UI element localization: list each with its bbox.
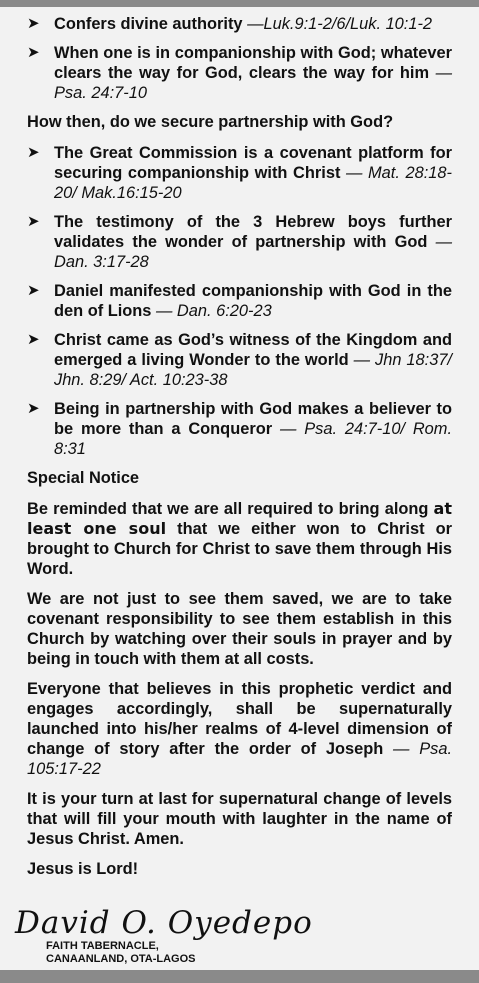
signature-name: David O. Oyedepo bbox=[15, 905, 313, 941]
scripture-reference: — Mat. 28:18-20/ Mak.16:15-20 bbox=[54, 164, 452, 202]
emphasis-text: at least one soul bbox=[27, 499, 452, 538]
bullet-text: When one is in companionship with God; whatever clears the way for God, clears the way for him — Psa. 24:7-10 bbox=[54, 44, 452, 102]
bullet-text: Christ came as God’s witness of the Kingdom and emerged a living Wonder to the world — Jhn 18:37/ Jhn. 8:29/ Act. 10:23-38 bbox=[54, 331, 452, 389]
bullet-item-1 bbox=[27, 14, 452, 34]
signature-organization: FAITH TABERNACLE, CANAANLAND, OTA-LAGOS bbox=[46, 940, 196, 965]
bullet-item-7 bbox=[27, 399, 452, 459]
reminder-paragraph: Be reminded that we are all required to bring along at least one soul that we either won to Christ or brought to Church for Christ to save them through His Word. bbox=[27, 499, 452, 578]
arrow-bullet-icon: ➤ bbox=[27, 282, 40, 299]
bullet-text: Daniel manifested companionship with God in the den of Lions — Dan. 6:20-23 bbox=[54, 282, 452, 320]
scripture-reference: — Psa. 24:7-10 bbox=[54, 64, 452, 102]
top-border-bar bbox=[0, 0, 479, 7]
arrow-bullet-icon: ➤ bbox=[27, 213, 40, 230]
scripture-reference: — Psa. 24:7-10/ Rom. 8:31 bbox=[54, 420, 452, 458]
bullet-item-2 bbox=[27, 43, 452, 103]
scripture-reference: — Jhn 18:37/ Jhn. 8:29/ Act. 10:23-38 bbox=[54, 351, 452, 389]
scripture-reference: — Dan. 3:17-28 bbox=[54, 233, 452, 271]
turn-paragraph: It is your turn at last for supernatural change of levels that will fill your mouth with laughter in the name of Jesus Christ. Amen. bbox=[27, 790, 452, 848]
scripture-reference: —Luk.9:1-2/6/Luk. 10:1-2 bbox=[247, 15, 433, 33]
arrow-bullet-icon: ➤ bbox=[27, 400, 40, 417]
scripture-reference: — Psa. 105:17-22 bbox=[27, 740, 452, 778]
special-notice-heading: Special Notice bbox=[27, 469, 140, 487]
arrow-bullet-icon: ➤ bbox=[27, 144, 40, 161]
responsibility-paragraph: We are not just to see them saved, we are to take covenant responsibility to see them establish in this Church by watching over their souls in prayer and by being in touch with them at all costs. bbox=[27, 590, 452, 668]
signature-block bbox=[15, 905, 315, 965]
notice-content bbox=[27, 14, 452, 889]
bullet-item-6 bbox=[27, 330, 452, 390]
bullet-text: The Great Commission is a covenant platform for securing companionship with Christ — Mat. 28:18-20/ Mak.16:15-20 bbox=[54, 144, 452, 202]
bullet-item-3 bbox=[27, 143, 452, 203]
partnership-heading: How then, do we secure partnership with God? bbox=[27, 113, 394, 131]
arrow-bullet-icon: ➤ bbox=[27, 331, 40, 348]
bullet-item-4 bbox=[27, 212, 452, 272]
bullet-text: Confers divine authority —Luk.9:1-2/6/Luk. 10:1-2 bbox=[54, 15, 433, 33]
bullet-text: The testimony of the 3 Hebrew boys further validates the wonder of partnership with God — Dan. 3:17-28 bbox=[54, 213, 452, 271]
bottom-border-bar bbox=[0, 970, 479, 983]
bullet-item-5 bbox=[27, 281, 452, 321]
scripture-reference: — Dan. 6:20-23 bbox=[155, 302, 272, 320]
arrow-bullet-icon: ➤ bbox=[27, 44, 40, 61]
arrow-bullet-icon: ➤ bbox=[27, 15, 40, 32]
verdict-paragraph: Everyone that believes in this prophetic verdict and engages accordingly, shall be supernaturally launched into his/her realms of 4-level dimension of change of story after the order of Joseph — Psa. 105:17-22 bbox=[27, 680, 452, 778]
closing-line: Jesus is Lord! bbox=[27, 860, 139, 878]
bullet-text: Being in partnership with God makes a believer to be more than a Conqueror — Psa. 24:7-10/ Rom. 8:31 bbox=[54, 400, 452, 458]
